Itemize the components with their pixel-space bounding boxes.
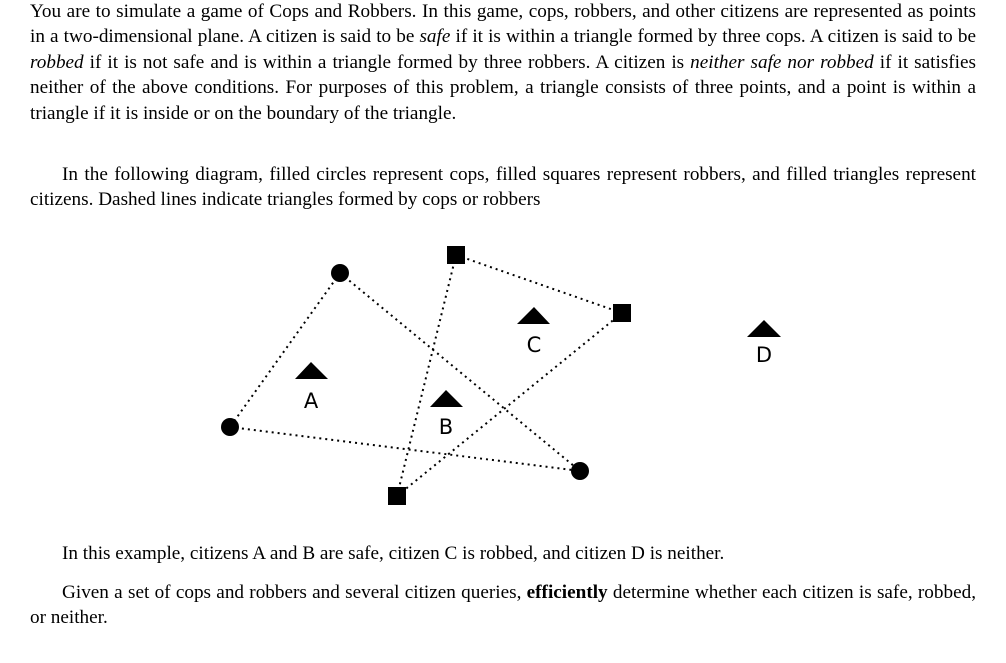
- intro-text-3: if it is not safe and is within a triangle formed by three robbers. A citizen is: [83, 51, 691, 73]
- citizen-label-a: A: [303, 389, 319, 413]
- citizen-triangle-icon: [517, 307, 550, 324]
- citizen-label-d: D: [755, 343, 773, 367]
- task-text-2: determine whether each citizen is safe, robbed, or neither.: [30, 582, 976, 629]
- cop-circle-icon: [571, 462, 589, 480]
- citizen-label-c: C: [526, 333, 542, 357]
- intro-text-4: if it satisfies neither of the above conditions. For purposes of this problem, a triangle consists of three points, and a point is within a triangle if it is inside or on the boundary of the triangle.: [30, 51, 976, 124]
- robber-edge: [397, 255, 456, 496]
- robbed-term: robbed: [30, 51, 84, 73]
- example-paragraph: In this example, citizens A and B are safe, citizen C is robbed, and citizen D is neither.: [62, 543, 725, 564]
- citizen-triangle-icon: [295, 362, 328, 379]
- robber-square-icon: [447, 246, 465, 264]
- robber-triangle: [397, 255, 622, 496]
- cop-edge: [230, 427, 580, 471]
- cop-circle-icon: [221, 418, 239, 436]
- citizen-triangle-icon: [747, 320, 781, 337]
- safe-term: safe: [419, 26, 451, 48]
- intro-text-2: if it is within a triangle formed by three cops. A citizen is said to be: [450, 26, 976, 48]
- robber-edge: [397, 313, 622, 496]
- intro-paragraph: [30, 0, 976, 126]
- cop-circle-icon: [331, 264, 349, 282]
- citizen-label-b: B: [438, 415, 454, 439]
- task-paragraph: [30, 580, 976, 631]
- cop-edge: [340, 273, 580, 471]
- neither-term: neither safe nor robbed: [690, 51, 874, 73]
- cop-edge: [230, 273, 340, 427]
- robber-edge: [456, 255, 622, 313]
- task-text-1: Given a set of cops and robbers and several citizen queries,: [62, 582, 527, 603]
- citizen-triangle-icon: [430, 390, 463, 407]
- legend-paragraph: In the following diagram, filled circles represent cops, filled squares represent robbers, and filled triangles represent citizens. Dashed lines indicate triangles formed by cops or robbers: [30, 164, 976, 211]
- robber-square-icon: [388, 487, 406, 505]
- robber-square-icon: [613, 304, 631, 322]
- cop-triangle: [230, 273, 580, 471]
- efficiently-term: efficiently: [526, 582, 608, 603]
- intro-text-1: You are to simulate a game of Cops and Robbers. In this game, cops, robbers, and other citizens are represented as points in a two-dimensional plane. A citizen is said to be: [30, 1, 976, 48]
